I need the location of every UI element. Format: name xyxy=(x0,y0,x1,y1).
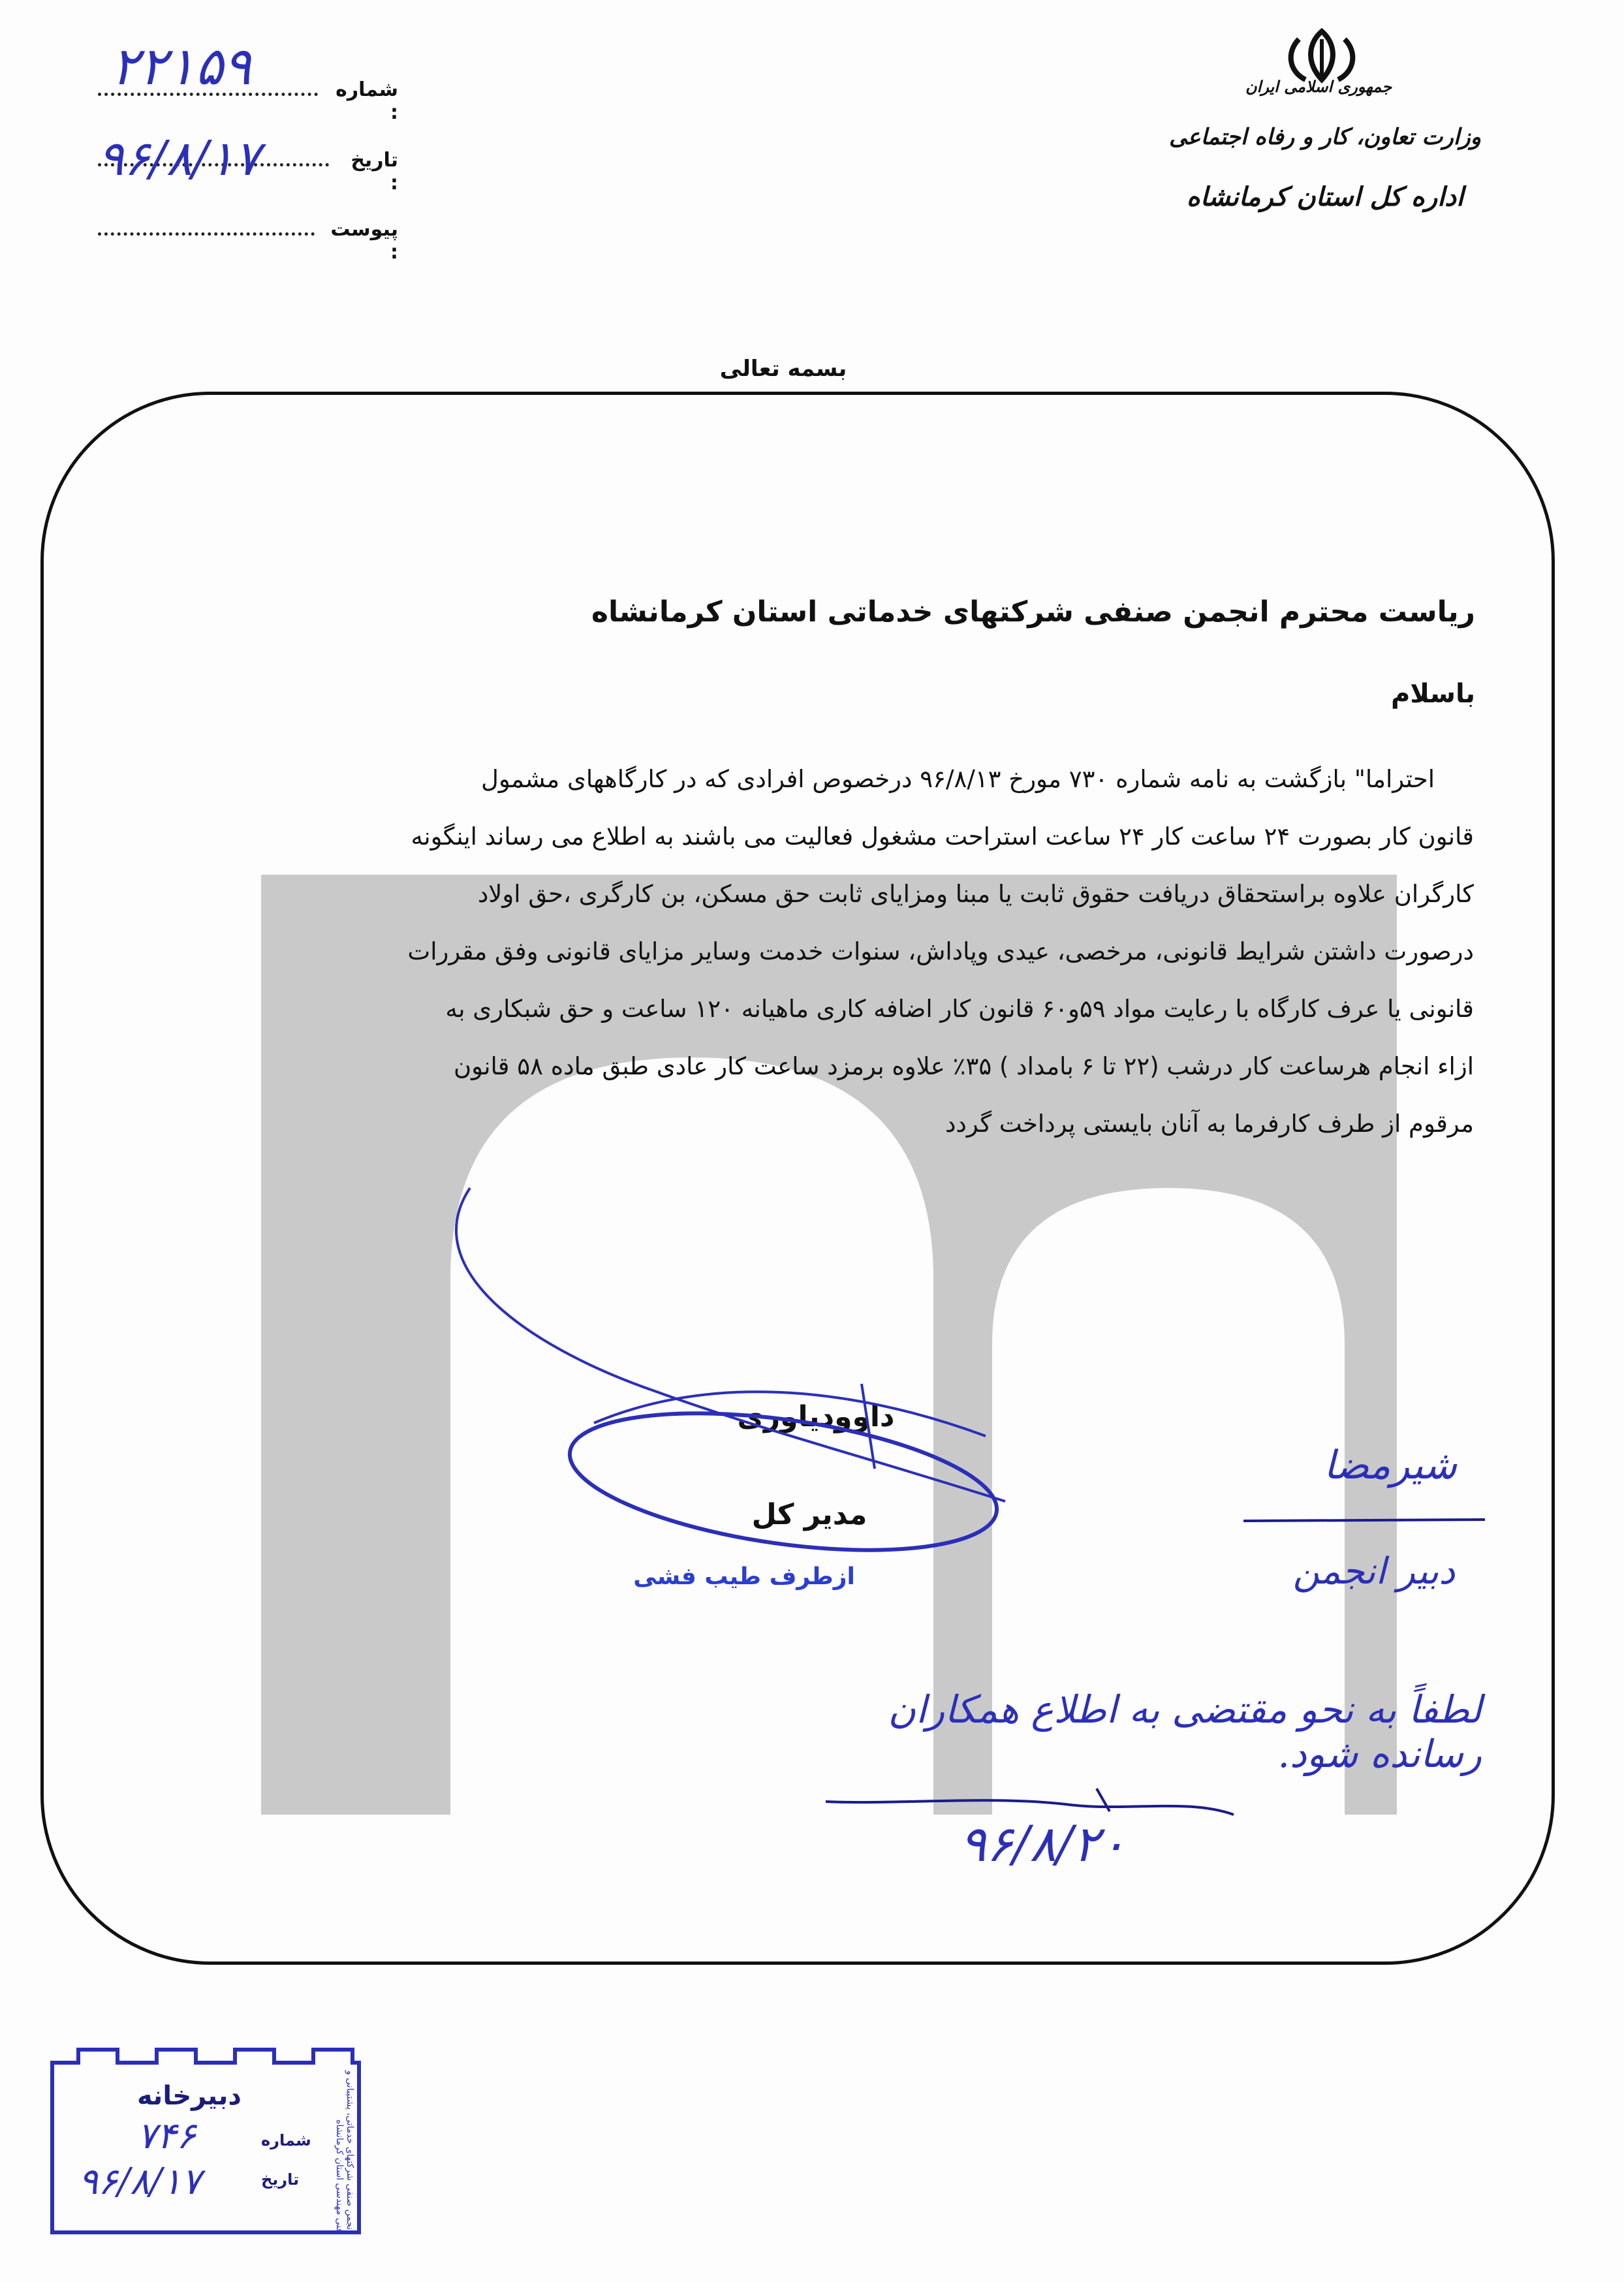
stamp-number-label: شماره xyxy=(261,2131,311,2149)
body-line: قانونی یا عرف کارگاه با رعایت مواد ۵۹و۶۰ قانون کار اضافه کاری ماهیانه ۱۲۰ ساعت و حق شبکاری به xyxy=(445,995,1474,1023)
stamp-org: انجمن صنفی شرکتهای خدماتی، پشتیبانی و فنی مهندسی استان کرمانشاه xyxy=(334,2070,355,2232)
handwritten-note: لطفاً به نحو مقتضی به اطلاع همکاران رسانده شود. xyxy=(888,1687,1482,1776)
signatory-title: مدیر کل xyxy=(751,1498,867,1531)
signature-scribble xyxy=(444,1175,1129,1567)
ministry-name: وزارت تعاون، کار و رفاه اجتماعی xyxy=(1168,124,1482,150)
secretariat-stamp xyxy=(46,2043,366,2239)
body-line: درصورت داشتن شرایط قانونی، مرخصی، عیدی وپاداش، سنوات خدمت وسایر مزایای قانونی وفق مقررات xyxy=(407,937,1474,965)
recipient: ریاست محترم انجمن صنفی شرکتهای خدماتی استان کرمانشاه xyxy=(591,595,1475,629)
stamp-border xyxy=(46,2043,366,2239)
greeting: باسلام xyxy=(1390,679,1475,709)
invocation: بسمه تعالی xyxy=(719,356,847,382)
stamp-title: دبیرخانه xyxy=(137,2081,242,2111)
handwritten-role: دبیر انجمن xyxy=(1292,1550,1456,1593)
attachment-field xyxy=(98,218,398,264)
attachment-label: پیوست : xyxy=(330,218,398,264)
body-line: احتراما" بازگشت به نامه شماره ۷۳۰ مورخ ۹۶/۸/۱۳ درخصوص افرادی که در کارگاههای مشمول xyxy=(480,765,1435,793)
date-label: تاریخ : xyxy=(351,149,398,195)
letter-body xyxy=(168,751,1474,1153)
on-behalf-of: ازطرف طیب فشی xyxy=(633,1563,855,1590)
body-line: ازاء انجام هرساعت کار درشب (۲۲ تا ۶ بامداد ) ۳۵٪ علاوه برمزد ساعت کار عادی طبق ماده ۵۸ قانون xyxy=(453,1052,1474,1080)
iran-emblem-icon xyxy=(1279,26,1364,85)
handwritten-name: شیرمضا xyxy=(1324,1443,1457,1488)
stamp-date-value: ۹۶/۸/۱۷ xyxy=(78,2161,202,2203)
stamp-number-value: ۷۴۶ xyxy=(137,2115,196,2157)
body-line: مرقوم از طرف کارفرما به آنان بایستی پرداخت گردد xyxy=(945,1110,1474,1138)
handwritten-underline xyxy=(1240,1514,1488,1527)
date-handwritten: ۹۶/۸/۱۷ xyxy=(98,131,260,187)
signatory-name: داوودیاوری xyxy=(737,1400,895,1433)
emblem-caption: جمهوری اسلامی ایران xyxy=(1245,77,1392,96)
stamp-date-label: تاریخ xyxy=(261,2170,300,2189)
body-line: کارگران علاوه براستحقاق دریافت حقوق ثابت یا مبنا ومزایای ثابت حق مسکن، بن کارگری ،حق اولاد xyxy=(477,880,1474,908)
number-label: شماره : xyxy=(336,78,398,124)
handwritten-date: ۹۶/۸/۲۰ xyxy=(960,1815,1127,1873)
number-handwritten: ۲۲۱۵۹ xyxy=(111,36,251,97)
office-name: اداره کل استان کرمانشاه xyxy=(1186,181,1464,212)
body-line: قانون کار بصورت ۲۴ ساعت کار ۲۴ ساعت استراحت مشغول فعالیت می باشند به اطلاع می رساند اینگونه xyxy=(411,822,1474,851)
